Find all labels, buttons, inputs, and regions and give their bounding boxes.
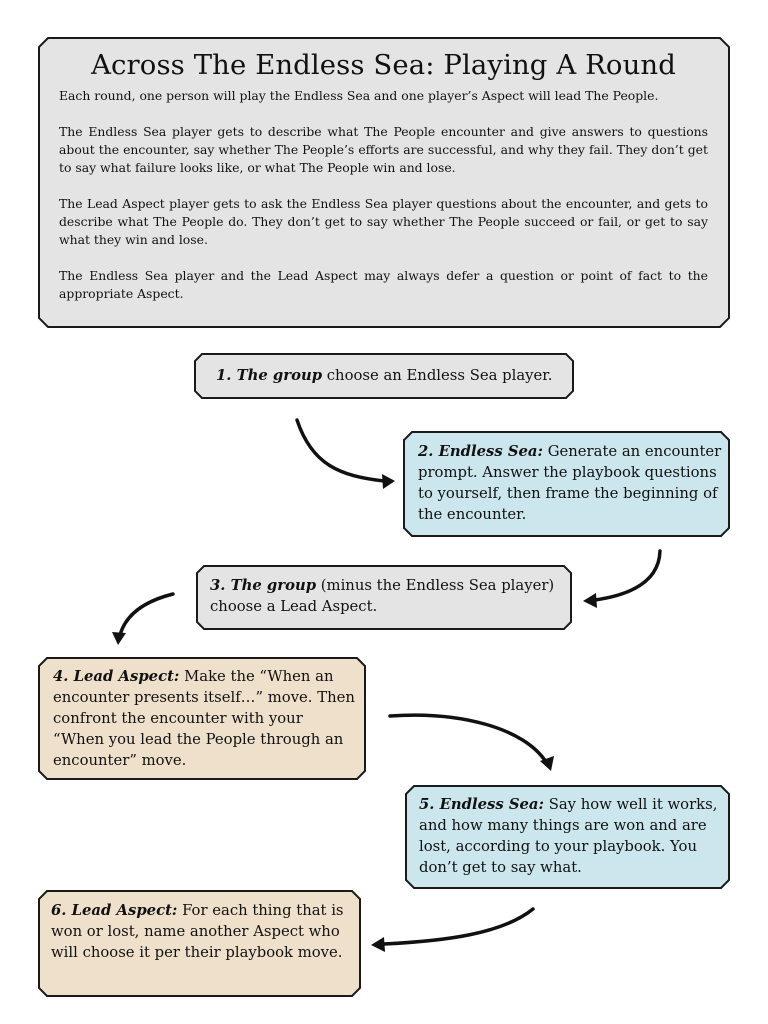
- arrow-5-to-6: [384, 909, 533, 944]
- step-5-box: [405, 785, 730, 889]
- intro-paragraph-1: Each round, one person will play the Endless Sea and one player’s Aspect will lead The People.: [59, 88, 659, 103]
- step-4-lead: 4. Lead Aspect:: [53, 668, 180, 685]
- page-title: Across The Endless Sea: Playing A Round: [91, 49, 676, 81]
- step-3-lead: 3. The group: [210, 577, 317, 594]
- step-6-lead: 6. Lead Aspect:: [51, 902, 178, 919]
- step-6-box: [38, 890, 361, 997]
- intro-paragraph-4: The Endless Sea player and the Lead Aspect may always defer a question or point of fact to the appropriate Aspect.: [59, 268, 708, 301]
- arrow-2-to-3: [595, 551, 660, 600]
- arrow-1-to-2: [297, 420, 384, 481]
- step-2-box: [403, 431, 730, 537]
- intro-panel: [38, 37, 730, 328]
- arrowhead-2: [382, 474, 395, 489]
- step-2-text: Generate an encounter prompt. Answer the playbook questions to yourself, then frame the beginning of the encounter.: [418, 443, 722, 523]
- step-3-box: [196, 565, 572, 630]
- step-5-text: Say how well it works, and how many things are won and are lost, according to your playbook. You don’t get to say what.: [419, 796, 718, 876]
- arrowhead-6: [371, 937, 385, 952]
- arrow-3-to-4: [120, 594, 173, 635]
- step-2-lead: 2. Endless Sea:: [418, 443, 543, 460]
- step-5-lead: 5. Endless Sea:: [419, 796, 544, 813]
- intro-paragraph-3: The Lead Aspect player gets to ask the Endless Sea player questions about the encounter, and gets to describe what The People do. They don’t get to say whether The People succeed or fail, or get to say what they win and lose.: [59, 196, 708, 247]
- step-1-text: choose an Endless Sea player.: [322, 367, 553, 384]
- step-1-lead: 1. The group: [216, 367, 323, 384]
- step-4-text: Make the “When an encounter presents itself…” move. Then confront the encounter with your “When you lead the People through an encounter” move.: [53, 668, 355, 769]
- arrowhead-3: [583, 593, 597, 608]
- step-3-text: (minus the Endless Sea player) choose a Lead Aspect.: [210, 577, 555, 615]
- arrowhead-5: [540, 756, 554, 771]
- arrowhead-4: [112, 632, 126, 645]
- intro-paragraph-2: The Endless Sea player gets to describe what The People encounter and give answers to questions about the encounter, say whether The People’s efforts are successful, and why they fail. They don’t get to say what failure looks like, or what The People win and lose.: [59, 124, 708, 175]
- arrow-4-to-5: [390, 715, 546, 762]
- step-4-box: [38, 657, 366, 780]
- step-1-box: [194, 353, 574, 399]
- step-6-text: For each thing that is won or lost, name another Aspect who will choose it per their playbook move.: [51, 902, 344, 961]
